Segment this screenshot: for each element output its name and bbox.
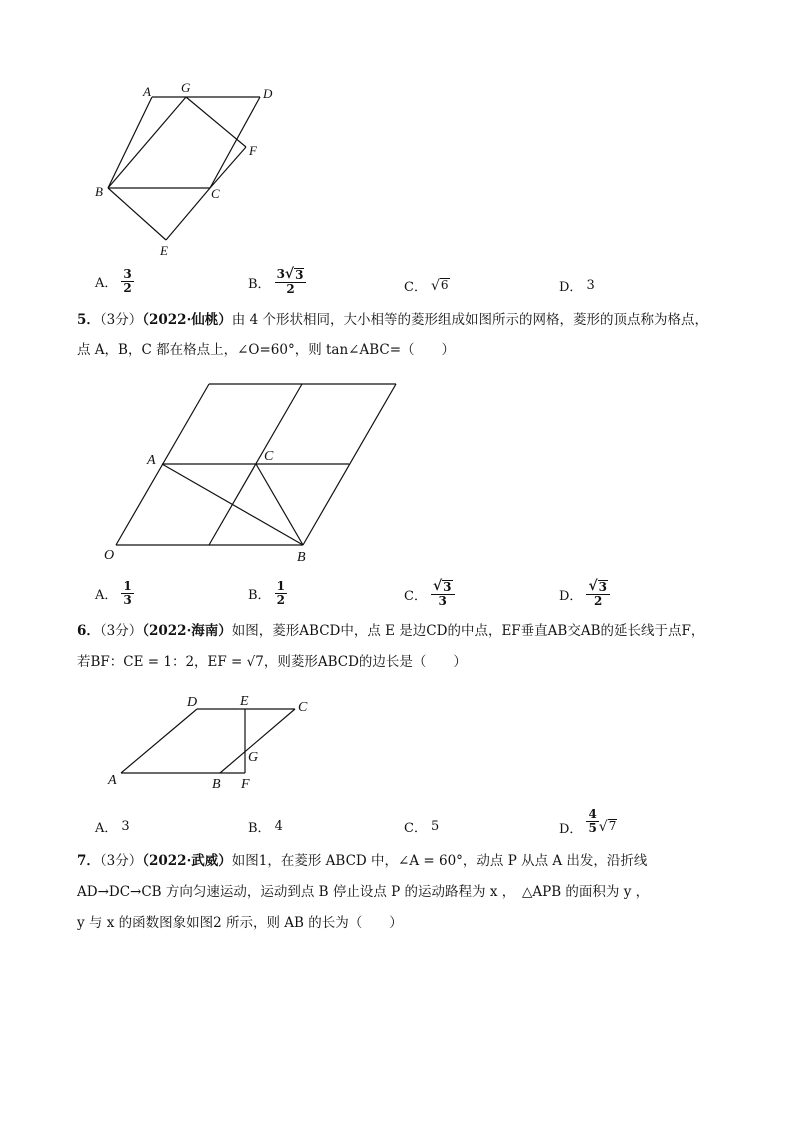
q5-option-d[interactable] — [559, 580, 610, 608]
q5-option-a[interactable] — [95, 580, 134, 607]
q4-label-F: F — [249, 143, 257, 158]
option-value: 3 — [121, 819, 130, 834]
q6-stem-line1: 6．（3分）（2022·海南）如图，菱形ABCD中，点 E 是边CD的中点，EF垂直AB交AB的延长线于点F， — [77, 623, 705, 639]
q6-label-E: E — [240, 694, 249, 709]
q6-shape-lines — [121, 709, 295, 773]
q4-label-C: C — [211, 186, 220, 201]
q6-label-F: F — [241, 777, 250, 792]
q6-figure — [105, 690, 320, 795]
q4-option-b[interactable] — [248, 268, 306, 296]
option-letter: C． — [404, 588, 427, 604]
option-letter: A． — [95, 588, 118, 603]
q7-stem-line1: 7．（3分）（2022·武威）如图1，在菱形 ABCD 中，∠A = 60°，动点 P 从点 A 出发，沿折线 — [77, 853, 648, 869]
option-letter: B． — [248, 821, 271, 836]
fraction: √ 3 2 — [586, 580, 610, 608]
q7-stem-line2: AD→DC→CB 方向匀速运动，运动到点 B 停止设点 P 的运动路程为 x ， △APB 的面积为 y ， — [77, 884, 650, 900]
q6-label-C: C — [298, 700, 308, 715]
q5-option-c[interactable] — [404, 580, 455, 608]
q4-label-G: G — [181, 80, 191, 95]
q4-label-A: A — [143, 84, 151, 99]
fraction: $\frac{1}{2}$ — [276, 579, 285, 607]
sqrt: √ 6 — [430, 277, 449, 294]
q6-option-b[interactable] — [248, 817, 283, 836]
option-letter: B． — [248, 276, 271, 292]
q4-figure — [90, 78, 280, 263]
q5-stem-line1: 5．（3分）（2022·仙桃）由 4 个形状相同，大小相等的菱形组成如图所示的网格，菱形的顶点称为格点， — [77, 312, 708, 328]
q5-label-B: B — [297, 550, 306, 565]
q4-label-B: B — [95, 184, 103, 199]
q5-label-O: O — [104, 548, 115, 563]
fraction: $\frac{3}{2}$ — [123, 267, 132, 295]
q6-label-D: D — [187, 695, 198, 710]
option-value: 4 — [274, 819, 283, 834]
q6-option-c[interactable] — [404, 817, 439, 836]
q7-stem-line3: y 与 x 的函数图象如图2 所示，则 AB 的长为（ ） — [77, 915, 403, 931]
q4-option-d[interactable] — [559, 276, 595, 295]
option-value: 5 — [430, 819, 440, 834]
option-letter: C． — [404, 280, 427, 295]
option-letter: D． — [559, 822, 583, 837]
option-value: 3 — [586, 278, 595, 293]
fraction: $\frac{4}{5}$ — [588, 807, 597, 835]
option-letter: D． — [559, 588, 583, 604]
fraction: 3 √ 3 2 — [275, 268, 307, 296]
q4-option-a[interactable] — [95, 268, 134, 295]
fraction: $\frac{1}{3}$ — [123, 579, 132, 607]
q5-grid-lines — [116, 384, 396, 545]
fraction: √ 3 3 — [431, 580, 455, 608]
option-letter: A． — [95, 276, 118, 291]
q6-option-d[interactable] — [559, 806, 617, 837]
option-letter: A． — [95, 821, 118, 836]
q4-option-c[interactable] — [404, 276, 450, 295]
q5-figure — [100, 375, 410, 570]
sqrt: √ 7 — [598, 818, 617, 835]
q5-option-b[interactable] — [248, 580, 287, 607]
q5-label-A: A — [147, 453, 156, 468]
q6-stem-line2: 若BF：CE = 1：2，EF = √7，则菱形ABCD的边长是（ ） — [77, 654, 467, 670]
option-letter: B． — [248, 588, 271, 603]
option-letter: D． — [559, 280, 583, 295]
q6-option-a[interactable] — [95, 817, 130, 836]
q4-label-E: E — [160, 243, 168, 258]
q6-label-G: G — [248, 750, 259, 765]
q5-label-C: C — [264, 449, 274, 464]
q6-label-A: A — [108, 773, 117, 788]
q4-label-D: D — [263, 86, 273, 101]
q4-shape-lines — [108, 97, 260, 240]
q5-stem-line2: 点 A，B，C 都在格点上，∠O=60°，则 tan∠ABC=（ ） — [77, 342, 456, 358]
q6-label-B: B — [212, 777, 221, 792]
option-letter: C． — [404, 821, 427, 836]
